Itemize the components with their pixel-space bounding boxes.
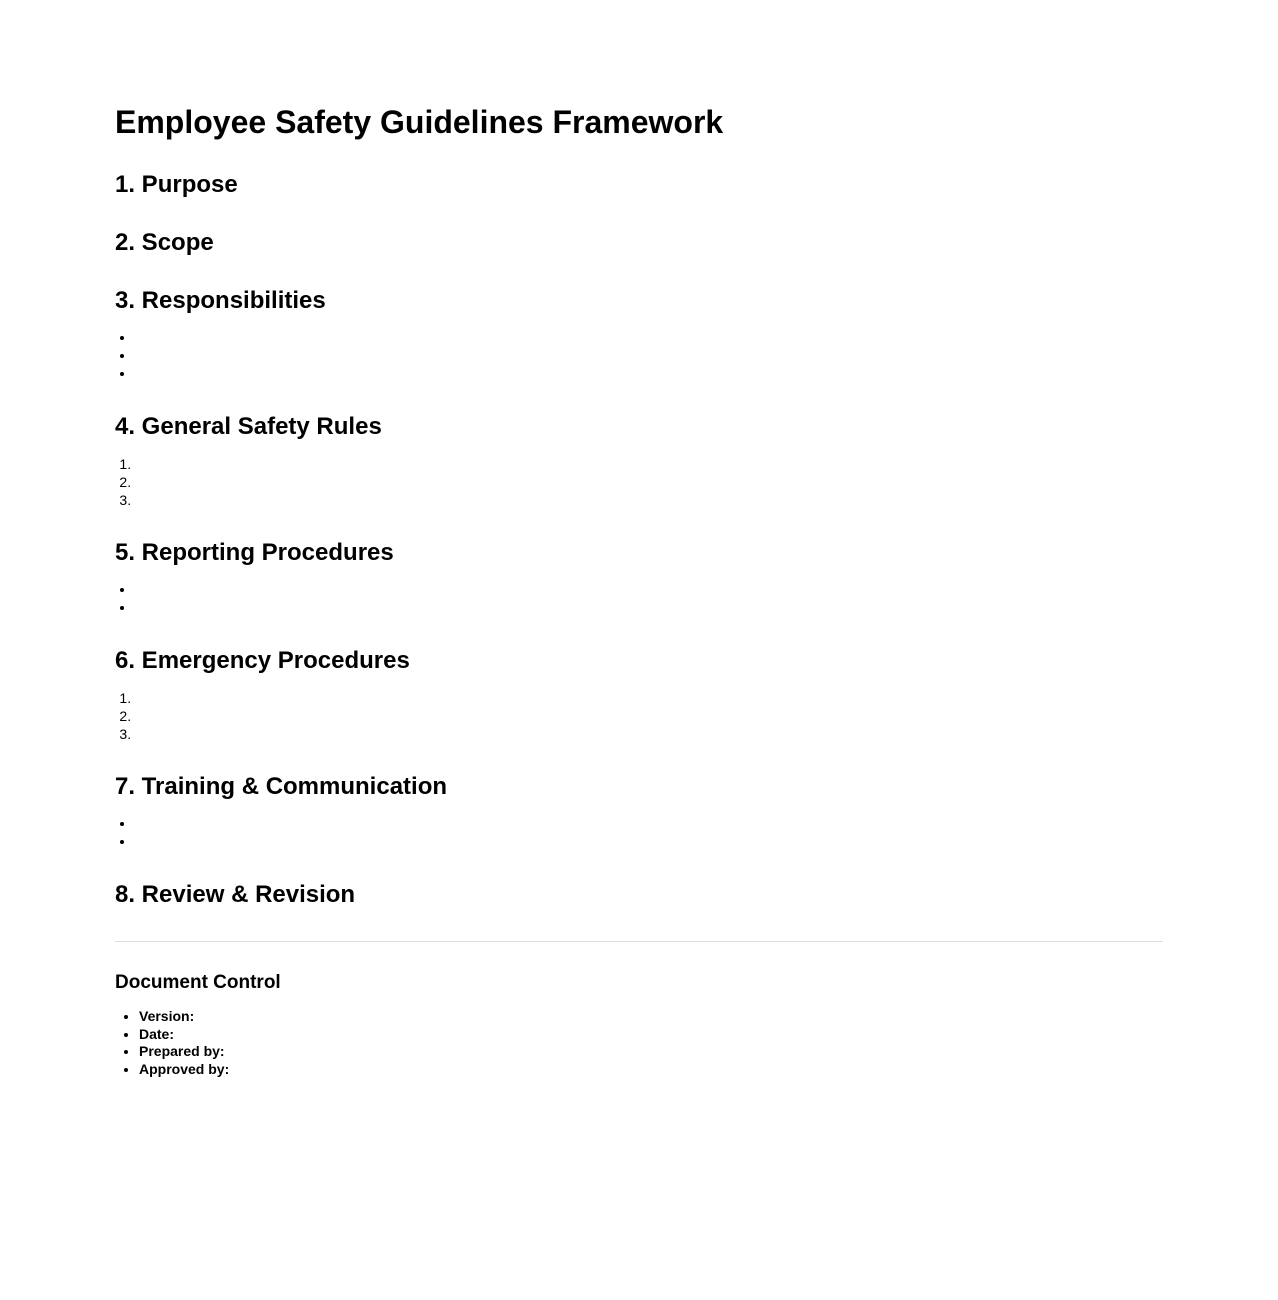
document-control-list — [115, 1008, 1163, 1078]
list-item — [135, 473, 1163, 491]
section-heading-general-safety-rules: 4. General Safety Rules — [115, 413, 382, 440]
document-control-heading: Document Control — [115, 972, 281, 993]
section-heading-training-communication: 7. Training & Communication — [115, 773, 448, 800]
list-item — [135, 347, 1163, 365]
document-control-item-prepared-by: • Prepared by: — [139, 1043, 1163, 1061]
section-heading-review-revision: 8. Review & Revision — [115, 881, 356, 908]
section-heading-emergency-procedures: 6. Emergency Procedures — [115, 647, 410, 674]
list-item — [135, 365, 1163, 383]
responsibilities-bullet-list — [115, 329, 1163, 383]
list-item — [135, 491, 1163, 509]
general-safety-rules-numbered-list — [115, 455, 1163, 509]
list-item — [135, 599, 1163, 617]
document-control-item-version: • Version: — [139, 1008, 1163, 1026]
document-control-item-date: • Date: — [139, 1026, 1163, 1044]
list-item — [135, 455, 1163, 473]
section-heading-responsibilities: 3. Responsibilities — [115, 287, 326, 314]
emergency-procedures-numbered-list — [115, 689, 1163, 743]
section-heading-reporting-procedures: 5. Reporting Procedures — [115, 539, 394, 566]
list-item — [135, 329, 1163, 347]
document-control-item-approved-by: • Approved by: — [139, 1061, 1163, 1079]
reporting-procedures-bullet-list — [115, 581, 1163, 617]
list-item — [135, 833, 1163, 851]
list-item — [135, 707, 1163, 725]
training-communication-bullet-list — [115, 815, 1163, 851]
list-item — [135, 581, 1163, 599]
section-divider — [115, 941, 1163, 942]
list-item — [135, 815, 1163, 833]
section-heading-scope: 2. Scope — [115, 229, 214, 256]
section-heading-purpose: 1. Purpose — [115, 171, 238, 198]
document-title: Employee Safety Guidelines Framework — [115, 104, 724, 140]
list-item — [135, 725, 1163, 743]
list-item — [135, 689, 1163, 707]
